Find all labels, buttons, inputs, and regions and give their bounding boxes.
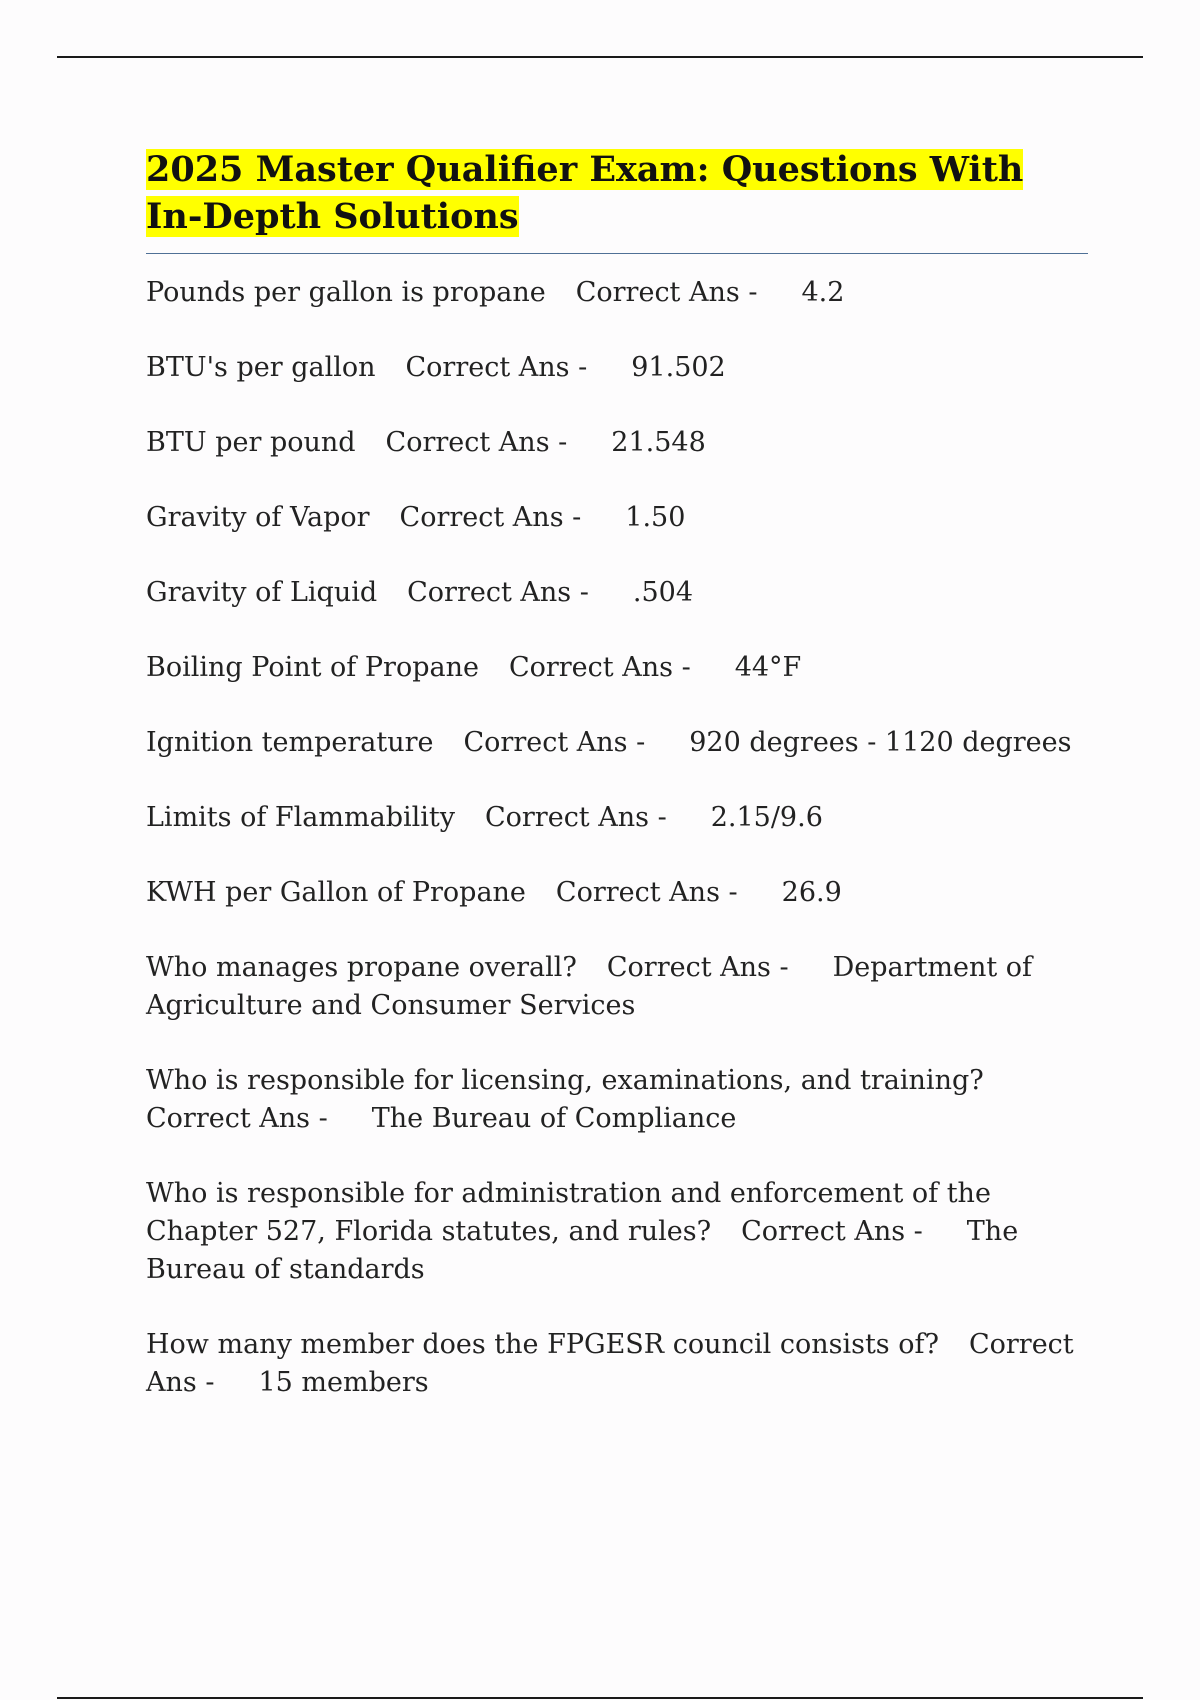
answer-separator: - bbox=[558, 427, 568, 458]
answer-separator: - bbox=[728, 877, 738, 908]
answer-separator: - bbox=[779, 952, 789, 983]
answer-label: Correct Ans bbox=[555, 877, 720, 908]
qa-item bbox=[146, 724, 1088, 762]
qa-item bbox=[146, 949, 1088, 1025]
question-text: Who is responsible for administration and enforcement of the Chapter 527, Florida statutes, and rules? bbox=[146, 1178, 991, 1247]
qa-item bbox=[146, 874, 1088, 912]
title-highlight: 2025 Master Qualifier Exam: Questions With In-Depth Solutions bbox=[146, 149, 1024, 237]
answer-separator: - bbox=[318, 1103, 328, 1134]
qa-item bbox=[146, 1175, 1088, 1289]
answer-text: 15 members bbox=[258, 1367, 429, 1398]
bottom-rule bbox=[57, 1697, 1143, 1699]
answer-text: 4.2 bbox=[801, 277, 845, 308]
answer-label: Correct Ans bbox=[741, 1216, 906, 1247]
question-text: Who is responsible for licensing, examinations, and training? bbox=[146, 1065, 984, 1096]
qa-item bbox=[146, 349, 1088, 387]
answer-text: Department of Agriculture and Consumer Services bbox=[146, 952, 1033, 1021]
answer-separator: - bbox=[681, 652, 691, 683]
document-body bbox=[146, 146, 1088, 1439]
question-text: BTU per pound bbox=[146, 427, 356, 458]
question-text: Ignition temperature bbox=[146, 727, 434, 758]
answer-separator: - bbox=[913, 1216, 923, 1247]
answer-label: Correct Ans bbox=[146, 1103, 311, 1134]
qa-item bbox=[146, 799, 1088, 837]
answer-text: The Bureau of Compliance bbox=[371, 1103, 737, 1134]
answer-text: 44°F bbox=[734, 652, 802, 683]
answer-separator: - bbox=[578, 352, 588, 383]
answer-text: .504 bbox=[632, 577, 693, 608]
top-rule bbox=[57, 56, 1143, 58]
qa-item bbox=[146, 1062, 1088, 1138]
answer-label: Correct Ans bbox=[385, 427, 550, 458]
title-underline bbox=[146, 253, 1088, 254]
answer-text: 26.9 bbox=[781, 877, 842, 908]
answer-separator: - bbox=[657, 802, 667, 833]
question-text: KWH per Gallon of Propane bbox=[146, 877, 526, 908]
answer-separator: - bbox=[636, 727, 646, 758]
answer-separator: - bbox=[572, 502, 582, 533]
answer-label: Correct Ans bbox=[606, 952, 771, 983]
answer-label: Correct Ans bbox=[508, 652, 673, 683]
question-text: How many member does the FPGESR council consists of? bbox=[146, 1329, 939, 1360]
qa-list bbox=[146, 274, 1088, 1402]
question-text: BTU's per gallon bbox=[146, 352, 376, 383]
answer-label: Correct Ans bbox=[484, 802, 649, 833]
answer-label: Correct Ans bbox=[463, 727, 628, 758]
question-text: Who manages propane overall? bbox=[146, 952, 577, 983]
answer-label: Correct Ans bbox=[146, 1329, 1074, 1398]
qa-item bbox=[146, 574, 1088, 612]
answer-label: Correct Ans bbox=[405, 352, 570, 383]
qa-item bbox=[146, 649, 1088, 687]
document-title bbox=[146, 146, 1088, 240]
question-text: Gravity of Vapor bbox=[146, 502, 370, 533]
question-text: Boiling Point of Propane bbox=[146, 652, 479, 683]
qa-item bbox=[146, 424, 1088, 462]
question-text: Limits of Flammability bbox=[146, 802, 455, 833]
qa-item bbox=[146, 274, 1088, 312]
answer-text: 1.50 bbox=[625, 502, 686, 533]
answer-separator: - bbox=[748, 277, 758, 308]
answer-text: 21.548 bbox=[611, 427, 706, 458]
answer-text: 91.502 bbox=[631, 352, 726, 383]
question-text: Gravity of Liquid bbox=[146, 577, 378, 608]
qa-item bbox=[146, 499, 1088, 537]
answer-separator: - bbox=[205, 1367, 215, 1398]
answer-text: 2.15/9.6 bbox=[710, 802, 823, 833]
answer-separator: - bbox=[579, 577, 589, 608]
answer-text: 920 degrees - 1120 degrees bbox=[689, 727, 1072, 758]
answer-label: Correct Ans bbox=[407, 577, 572, 608]
answer-text: The Bureau of standards bbox=[146, 1216, 1019, 1285]
qa-item bbox=[146, 1326, 1088, 1402]
answer-label: Correct Ans bbox=[399, 502, 564, 533]
answer-label: Correct Ans bbox=[575, 277, 740, 308]
question-text: Pounds per gallon is propane bbox=[146, 277, 546, 308]
